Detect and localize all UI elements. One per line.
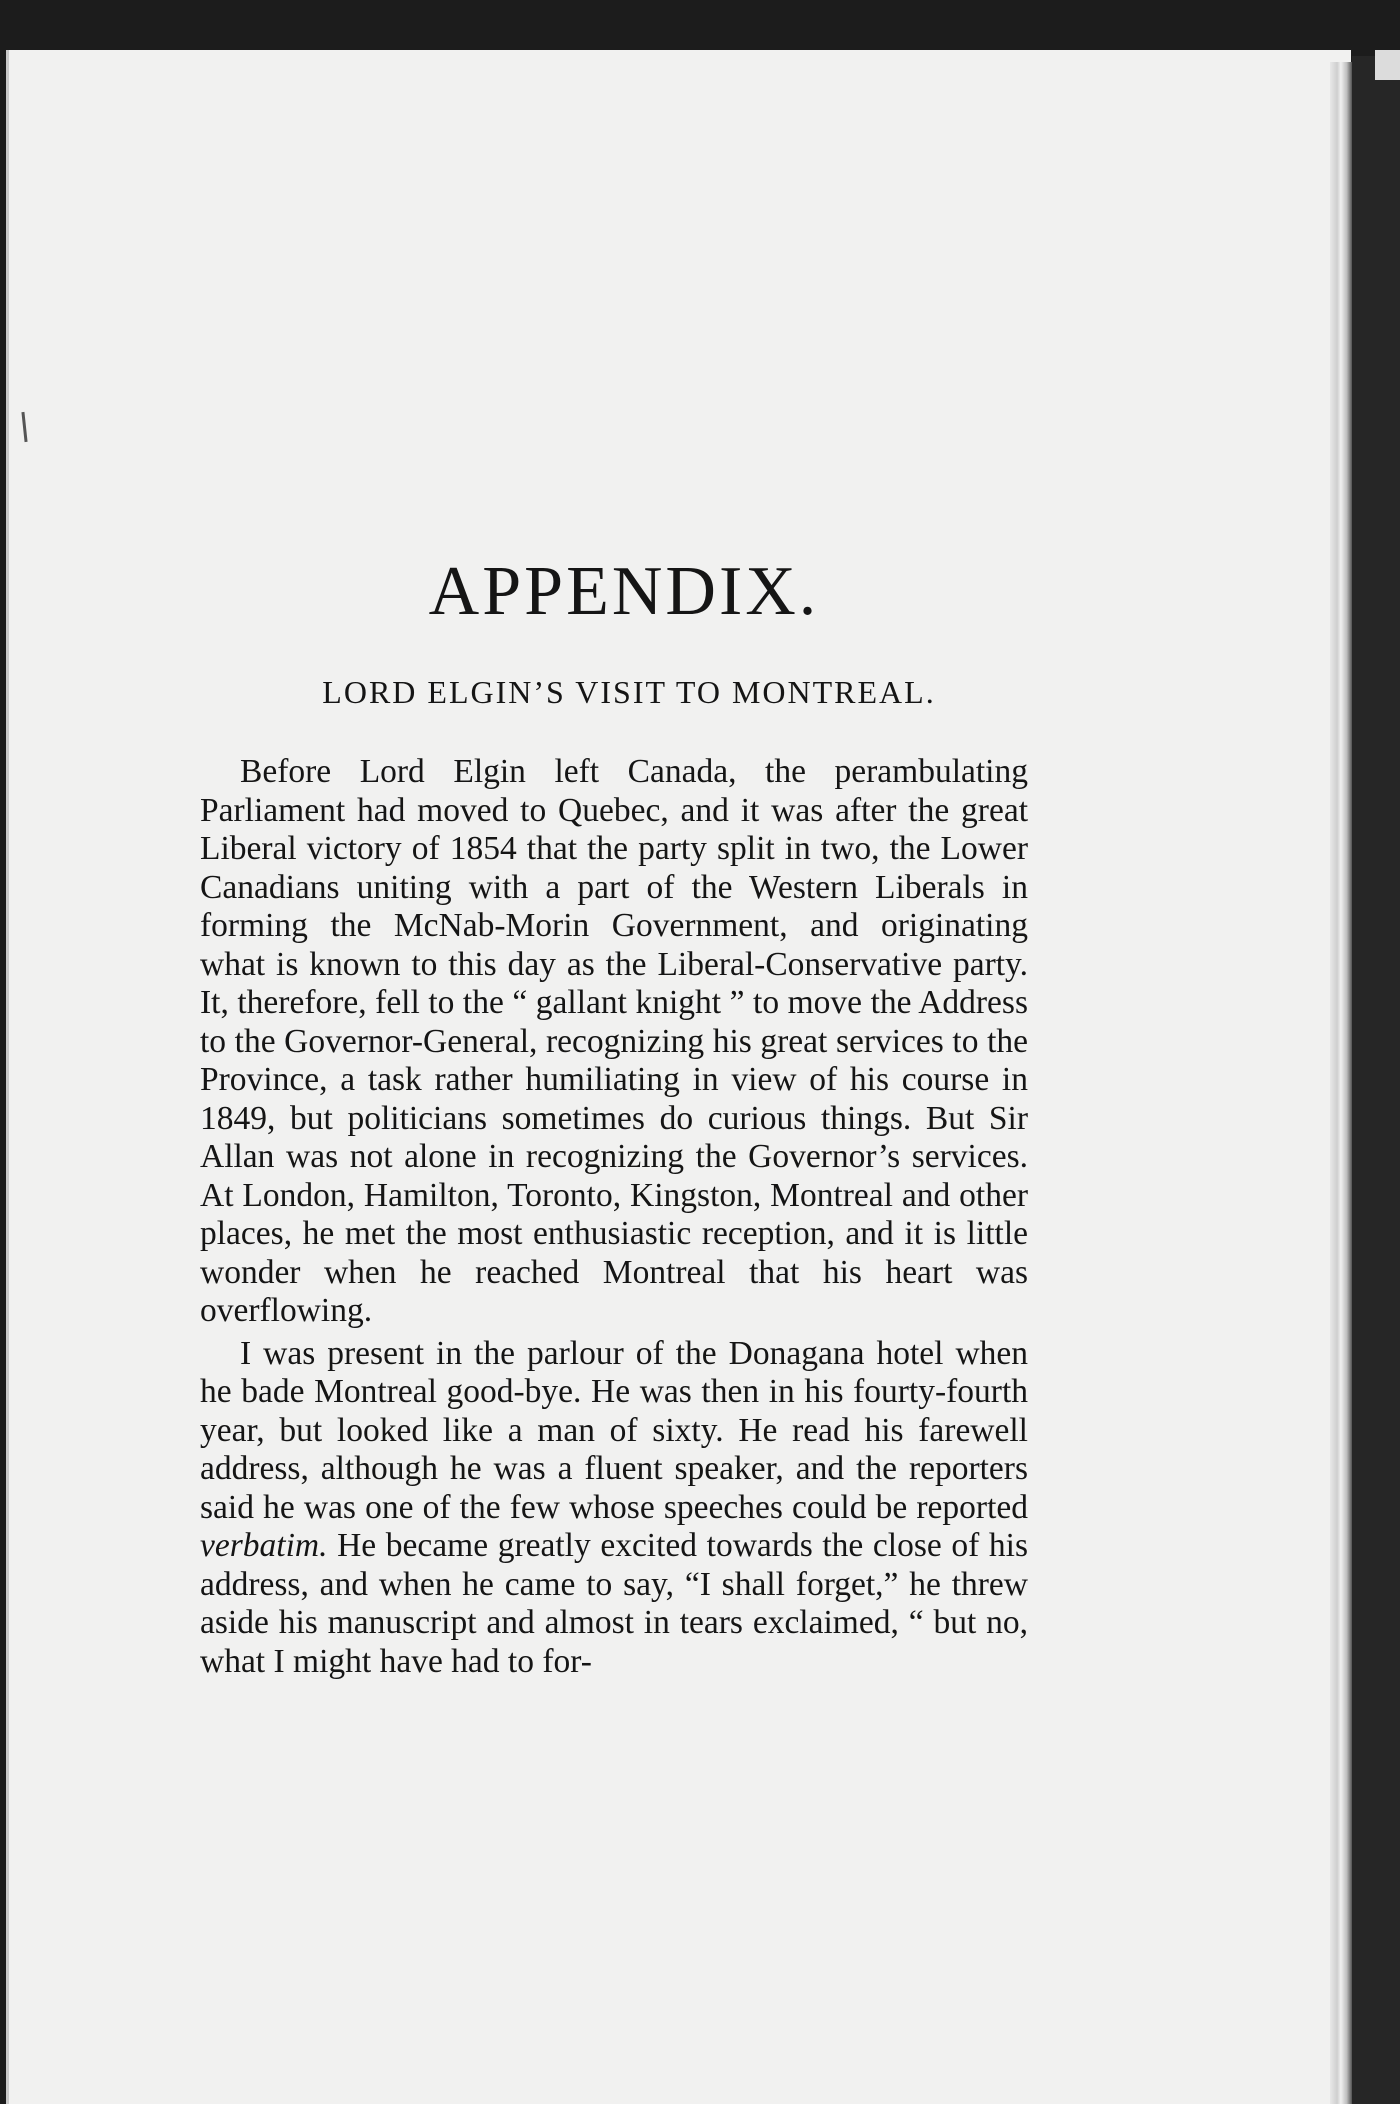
page-content (200, 552, 1028, 1681)
page-title: APPENDIX. (428, 553, 820, 630)
body-paragraph-1: Before Lord Elgin left Canada, the perambulating Parliament had moved to Quebec, and it was after the great Liberal victory of 1854 that the party split in two, the Lower Canadians uniting with a part of the Western Liberals in forming the McNab-Morin Government, and originating what is known to this day as the Liberal-Conservative party. It, therefore, fell to the “ gallant knight ” to move the Address to the Governor-General, recognizing his great services to the Province, a task rather humiliating in view of his course in 1849, but politicians sometimes do curious things. But Sir Allan was not alone in recognizing the Governor’s services. At London, Hamilton, Toronto, Kingston, Montreal and other places, he met the most enthusiastic reception, and it is little wonder when he reached Montreal that his heart was overflowing. (200, 753, 1028, 1329)
page-edge (1352, 56, 1400, 2104)
paragraph-2-text-before: I was present in the parlour of the Donagana hotel when he bade Montreal good-bye. He was then in his fourty-fourth year, but looked like a man of sixty. He read his farewell address, although he was a fluent speaker, and the reporters said he was one of the few whose speeches could be reported (200, 1334, 1028, 1526)
margin-mark (21, 412, 27, 442)
body-paragraph-2 (200, 1335, 1028, 1682)
paragraph-2-emphasis: verbatim. (200, 1527, 328, 1564)
paragraph-2-text-after: He became greatly excited towards the close of his address, and when he came to say, “I shall forget,” he threw aside his manuscript and almost in tears exclaimed, “ but no, what I might have had to for- (200, 1527, 1028, 1680)
section-subtitle: LORD ELGIN’S VISIT TO MONTREAL. (322, 674, 936, 710)
page-corner (1375, 50, 1400, 80)
page-gutter-shadow (1330, 62, 1354, 2104)
